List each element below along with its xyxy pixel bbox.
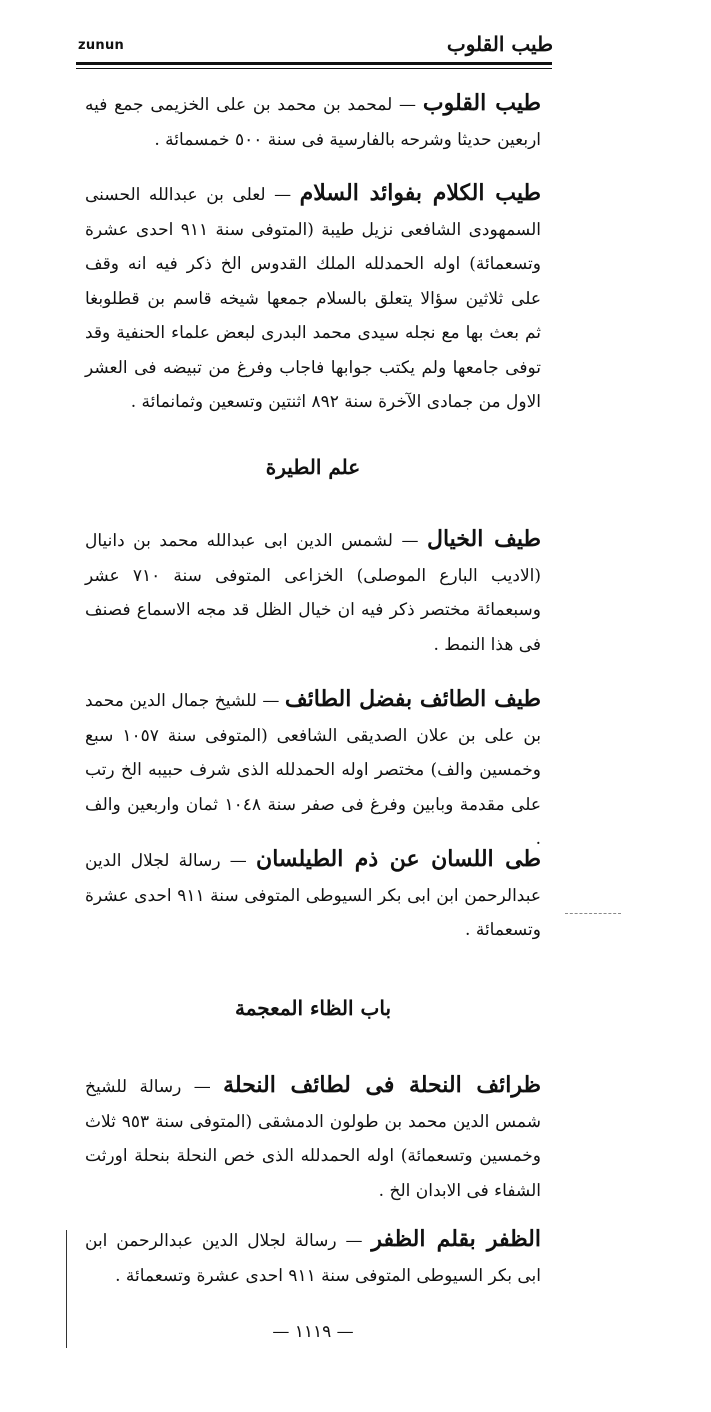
entry-zaraif-al-nahla xyxy=(85,1068,541,1208)
page-number: — ١١١٩ — xyxy=(272,1322,354,1342)
entry-body: — لمحمد بن محمد بن على الخزيمى جمع فيه اربعين حديثا وشرحه بالفارسية فى سنة ٥٠٠ خمسمائة . xyxy=(85,95,541,150)
running-title-left: zunun xyxy=(78,38,125,53)
entry-headword: طيف الطائف بفضل الطائف xyxy=(284,686,541,712)
header-rule-thin xyxy=(76,68,552,69)
entry-headword: طيب القلوب xyxy=(422,90,541,116)
entry-headword: طيب الكلام بفوائد السلام xyxy=(299,180,541,206)
entry-headword: طى اللسان عن ذم الطيلسان xyxy=(256,846,541,872)
entry-tayf-al-khayal xyxy=(85,522,541,662)
entry-body: — رسالة لجلال الدين عبدالرحمن ابن ابى بكر السيوطى المتوفى سنة ٩١١ احدى عشرة وتسعمائة . xyxy=(85,1231,541,1286)
header-rule-thick xyxy=(76,62,552,65)
entry-body: — لعلى بن عبدالله الحسنى السمهودى الشافعى نزيل طيبة (المتوفى سنة ٩١١ احدى عشرة وتسعمائة) اوله الحمدلله الملك القدوس الخ ذكر فيه انه وقف على ثلاثين سؤالا يتعلق بالسلام جمعها شيخه قاسم بن قطلوبغا ثم بعث بها مع نجله سيدى محمد البدرى لبعض علماء الحنفية وقد توفى جامعها ولم يكتب جوابها فاجاب وفرغ من تبيضه فى العشر الاول من جمادى الآخرة سنة ٨٩٢ اثنتين وتسعين وثمانمائة . xyxy=(85,185,541,412)
margin-dash-mark xyxy=(565,913,621,914)
entry-body: — رسالة لجلال الدين عبدالرحمن ابن ابى بكر السيوطى المتوفى سنة ٩١١ احدى عشرة وتسعمائة . xyxy=(85,851,541,940)
entry-tib-al-kalam xyxy=(85,176,541,420)
section-heading-zaa: باب الظاء المعجمة xyxy=(234,996,392,1020)
entry-headword: الظفر بقلم الظفر xyxy=(371,1226,541,1252)
entry-tayf-al-taif xyxy=(85,682,541,857)
entry-tay-al-lisan xyxy=(85,842,541,948)
entry-tib-al-qulub xyxy=(85,86,541,157)
entry-body: — للشيخ جمال الدين محمد بن على بن علان الصديقى الشافعى (المتوفى سنة ١٠٥٧ سبع وخمسين والف) مختصر اوله الحمدلله الذى شرف حبيبه الخ رتب على مقدمة وبابين وفرغ فى صفر سنة ١٠٤٨ ثمان واربعين والف . xyxy=(85,691,541,849)
entry-headword: طيف الخيال xyxy=(426,526,541,552)
entry-al-zafar xyxy=(85,1222,541,1293)
section-heading-tiyara: علم الطيرة xyxy=(265,455,361,479)
entry-headword: ظرائف النحلة فى لطائف النحلة xyxy=(223,1072,541,1098)
margin-line xyxy=(66,1230,67,1348)
entry-body: — رسالة للشيخ شمس الدين محمد بن طولون الدمشقى (المتوفى سنة ٩٥٣ ثلاث وخمسين وتسعمائة) اوله الحمدلله الذى خص النحلة بنحلة اورثت الشفاء فى الابدان الخ . xyxy=(85,1077,541,1201)
entry-body: — لشمس الدين ابى عبدالله محمد بن دانيال (الاديب البارع الموصلى) الخزاعى المتوفى سنة ٧١٠ عشر وسبعمائة مختصر ذكر فيه ان خيال الظل قد مجه الاسماع فصنف فى هذا النمط . xyxy=(85,531,541,655)
running-title-right: طيب القلوب xyxy=(446,32,553,56)
